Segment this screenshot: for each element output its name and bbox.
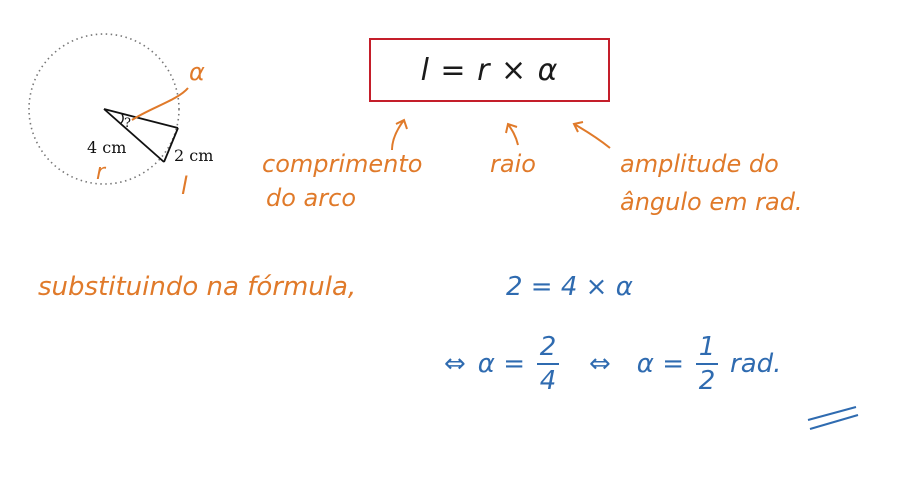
fraction-2-denominator: 2 — [698, 366, 716, 396]
annotation-angle-line1: amplitude do — [620, 150, 779, 178]
unit-rad: rad. — [730, 349, 782, 379]
arrow-arc-length — [392, 120, 407, 150]
fraction-2-bar — [696, 363, 718, 365]
fraction-1-bar — [537, 363, 559, 365]
fraction-2-over-4 — [537, 334, 559, 394]
fraction-1-over-2 — [696, 334, 718, 394]
formula-box — [369, 38, 610, 102]
alpha-equals-1: α = — [477, 349, 525, 379]
iff-symbol-1: ⇔ — [444, 349, 466, 379]
angle-question-mark: ? — [124, 116, 131, 131]
annotation-radius: raio — [490, 150, 536, 178]
arc-length-label: 2 cm — [174, 146, 214, 165]
arrow-angle — [574, 122, 610, 148]
solution-line — [444, 334, 781, 394]
annotation-angle-line2: ângulo em rad. — [620, 188, 803, 216]
annotation-arc-length-line1: comprimento — [262, 150, 423, 178]
fraction-2-numerator: 1 — [698, 332, 716, 362]
fraction-1-denominator: 4 — [539, 366, 557, 396]
substitution-equation: 2 = 4 × α — [506, 272, 633, 302]
formula-text: l = r × α — [420, 52, 559, 88]
arc-symbol: l — [181, 172, 188, 200]
radius-length-label: 4 cm — [87, 138, 127, 157]
alpha-equals-2: α = — [636, 349, 684, 379]
radius-symbol: r — [96, 160, 106, 185]
iff-symbol-2: ⇔ — [589, 349, 611, 379]
alpha-label: α — [189, 58, 205, 86]
annotation-arc-length-line2: do arco — [266, 184, 356, 212]
substitution-label: substituindo na fórmula, — [38, 272, 357, 302]
arrow-radius — [506, 124, 518, 145]
fraction-1-numerator: 2 — [539, 332, 557, 362]
